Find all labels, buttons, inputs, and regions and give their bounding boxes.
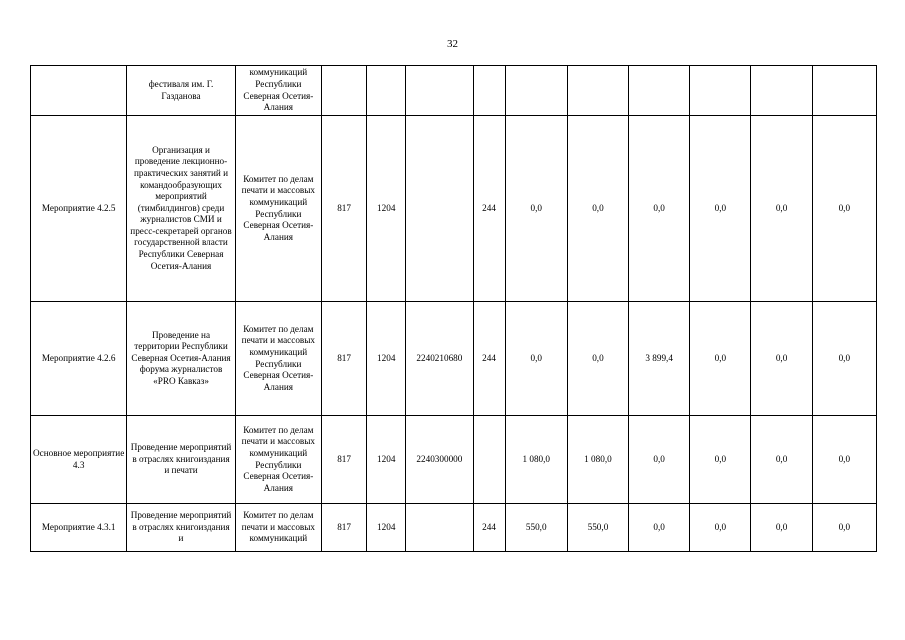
table-row [31,504,877,552]
year2-cell: 0,0 [567,302,628,416]
year6-cell [812,66,876,116]
executor-cell: коммуникаций Республики Северная Осетия-Алания [235,66,321,116]
year5-cell: 0,0 [751,302,812,416]
year1-cell: 0,0 [505,302,567,416]
year6-cell: 0,0 [812,116,876,302]
grbs-cell: 817 [322,504,367,552]
event-name-cell: Проведение мероприятий в отраслях книгоиздания и [127,504,235,552]
table-row [31,66,877,116]
rzpr-cell: 1204 [367,116,406,302]
grbs-cell: 817 [322,116,367,302]
year3-cell: 3 899,4 [629,302,690,416]
year5-cell: 0,0 [751,116,812,302]
year4-cell: 0,0 [690,302,751,416]
status-cell [31,66,127,116]
year6-cell: 0,0 [812,416,876,504]
rzpr-cell: 1204 [367,416,406,504]
status-cell: Основное мероприятие 4.3 [31,416,127,504]
vr-cell [473,416,505,504]
event-name-cell: Проведение мероприятий в отраслях книгоиздания и печати [127,416,235,504]
executor-cell: Комитет по делам печати и массовых коммуникаций Республики Северная Осетия-Алания [235,302,321,416]
year1-cell: 550,0 [505,504,567,552]
status-cell: Мероприятие 4.2.6 [31,302,127,416]
year2-cell [567,66,628,116]
executor-cell: Комитет по делам печати и массовых коммуникаций Республики Северная Осетия-Алания [235,116,321,302]
table-row [31,302,877,416]
year5-cell: 0,0 [751,504,812,552]
rzpr-cell: 1204 [367,302,406,416]
year6-cell: 0,0 [812,302,876,416]
event-name-cell: Проведение на территории Республики Северная Осетия-Алания форума журналистов «PRO Кавказ» [127,302,235,416]
table-row [31,416,877,504]
year5-cell [751,66,812,116]
csr-cell: 2240300000 [406,416,473,504]
year4-cell: 0,0 [690,504,751,552]
year1-cell [505,66,567,116]
year4-cell [690,66,751,116]
year2-cell: 1 080,0 [567,416,628,504]
year3-cell [629,66,690,116]
year2-cell: 0,0 [567,116,628,302]
grbs-cell: 817 [322,416,367,504]
vr-cell [473,66,505,116]
budget-table [30,65,877,552]
year1-cell: 1 080,0 [505,416,567,504]
page-number: 32 [447,38,458,50]
csr-cell [406,66,473,116]
event-name-cell: Организация и проведение лекционно-практических занятий и командообразующих мероприятий (тимбилдингов) среди журналистов СМИ и пресс-секретарей органов государственной власти Республики Северная Осетия-Алания [127,116,235,302]
executor-cell: Комитет по делам печати и массовых коммуникаций [235,504,321,552]
year2-cell: 550,0 [567,504,628,552]
csr-cell [406,504,473,552]
rzpr-cell: 1204 [367,504,406,552]
year3-cell: 0,0 [629,504,690,552]
year4-cell: 0,0 [690,416,751,504]
vr-cell: 244 [473,504,505,552]
csr-cell [406,116,473,302]
vr-cell: 244 [473,116,505,302]
executor-cell: Комитет по делам печати и массовых коммуникаций Республики Северная Осетия-Алания [235,416,321,504]
status-cell: Мероприятие 4.2.5 [31,116,127,302]
year6-cell: 0,0 [812,504,876,552]
year3-cell: 0,0 [629,416,690,504]
grbs-cell [322,66,367,116]
grbs-cell: 817 [322,302,367,416]
table-row [31,116,877,302]
event-name-cell: фестиваля им. Г. Газданова [127,66,235,116]
status-cell: Мероприятие 4.3.1 [31,504,127,552]
year1-cell: 0,0 [505,116,567,302]
rzpr-cell [367,66,406,116]
year3-cell: 0,0 [629,116,690,302]
csr-cell: 2240210680 [406,302,473,416]
vr-cell: 244 [473,302,505,416]
year5-cell: 0,0 [751,416,812,504]
year4-cell: 0,0 [690,116,751,302]
